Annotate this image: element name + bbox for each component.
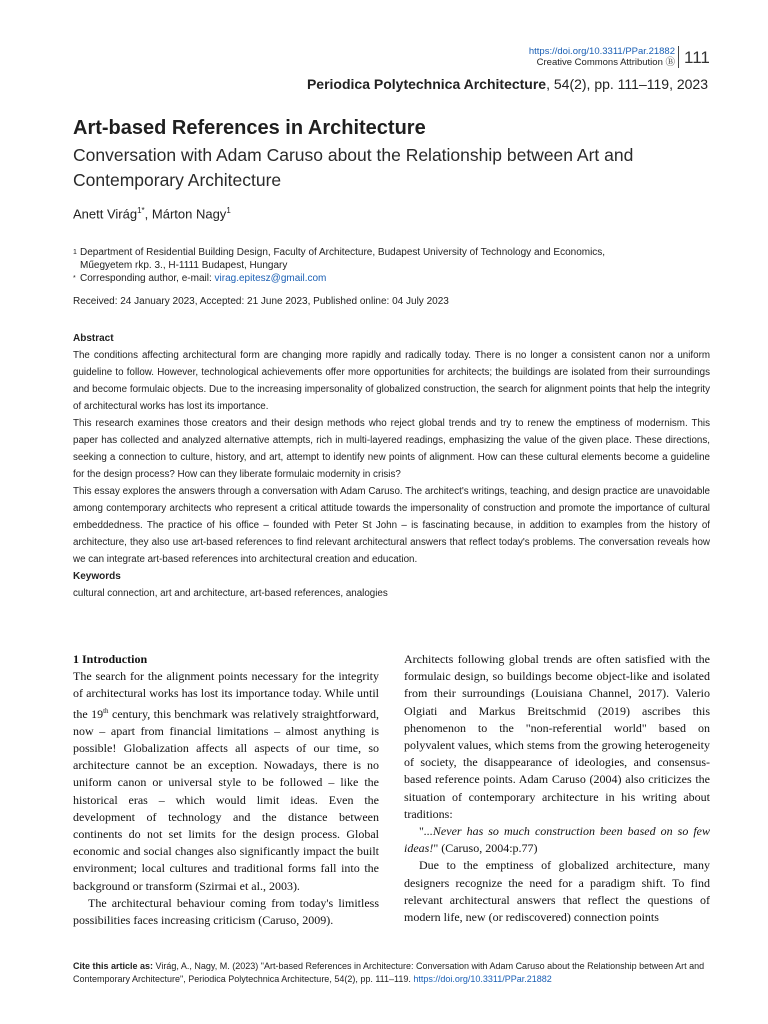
abstract-section bbox=[73, 330, 710, 602]
keywords-heading: Keywords bbox=[73, 571, 121, 582]
abstract-heading: Abstract bbox=[73, 333, 114, 344]
citation-doi-link[interactable]: https://doi.org/10.3311/PPar.21882 bbox=[413, 973, 552, 984]
body-paragraph: The architectural behaviour coming from today's limitless possibilities faces increasing criticism (Caruso, 2009). bbox=[73, 895, 379, 928]
corresponding-author bbox=[73, 272, 683, 285]
license-text: Creative Commons Attribution Ⓑ bbox=[536, 57, 675, 68]
publication-dates: Received: 24 January 2023, Accepted: 21 June 2023, Published online: 04 July 2023 bbox=[73, 296, 449, 307]
journal-name: Periodica Polytechnica Architecture bbox=[306, 76, 547, 92]
journal-issue: , 54(2), pp. 111–119, 2023 bbox=[546, 76, 708, 92]
affiliation bbox=[73, 246, 683, 272]
author-line bbox=[73, 206, 231, 221]
author-2-mark: 1 bbox=[226, 206, 231, 215]
affiliation-mark: 1 bbox=[73, 249, 77, 256]
abstract-paragraph: The conditions affecting architectural form are changing more rapidly and radically today. There is no longer a consistent canon nor a uniform guideline to follow. However, technological achievements offer more opportunities for architects; the buildings are isolated from their surroundings and become formulaic objects. Due to the increasing impersonality of globalized construction, the search for alignment points that help the integrity of architectural works has lost its importance. bbox=[73, 350, 710, 412]
quote-mark: " bbox=[419, 824, 424, 839]
journal-reference bbox=[307, 76, 708, 92]
body-paragraph bbox=[73, 668, 379, 895]
article-subtitle: Conversation with Adam Caruso about the Relationship between Art and Contemporary Architecture bbox=[73, 145, 634, 190]
corresponding-mark: * bbox=[73, 275, 76, 282]
affiliation-line-2: Műegyetem rkp. 3., H-1111 Budapest, Hungary bbox=[80, 260, 288, 271]
citation-text: Virág, A., Nagy, M. (2023) "Art-based References in Architecture: Conversation with Adam Caruso about the Relationship between Art and Contemporary Architecture", Periodica Polytechnica Architecture, 54(2), pp. 111–119. bbox=[73, 961, 705, 984]
affiliation-line-1: Department of Residential Building Design, Faculty of Architecture, Budapest University of Technology and Economics, bbox=[80, 247, 606, 258]
body-column-left bbox=[73, 651, 379, 929]
body-paragraph: Architects following global trends are often satisfied with the formulaic design, so buildings become object-like and isolated from their surroundings (Louisiana Channel, 2017). Valerio Olgiati and Markus Breitschmid (2019) ascribes this phenomenon to the "non-referential world" based on polyvalent values, which stems from the growing heterogeneity of society, the disappearance of ideologies, and consensus-based reference points. Adam Caruso (2004) also criticizes the situation of contemporary architecture in his writing about traditions: bbox=[404, 652, 710, 821]
body-text: century, this benchmark was relatively straightforward, now – apart from financial limitations – almost anything is possible! Globalization affects all aspects of our time, so architecture cannot be an exception. Nowadays, there is no uniform canon or universal style to be followed – like the historical eras – which would limit ideas. Even the development of technology and the distance between continents do not set limits for the design process. Global economic and social changes also significantly impact the built environment; local cultures and traditional forms fall into the background or transform (Szirmai et al., 2003). bbox=[73, 706, 379, 893]
article-title: Art-based References in Architecture bbox=[73, 117, 426, 139]
abstract-paragraph: This research examines those creators and their design methods who reject global trends and try to renew the emptiness of modernism. This paper has collected and analyzed alternative attempts, rich in multi-layered readings, emphasizing the value of the given place. These directions, seeking a connection to culture, history, and art, attempt to identify new points of alignment. How can these cultural elements become a guideline for the design process? How can they liberate formulaic modernity in crisis? bbox=[73, 418, 710, 480]
body-text: The search for the alignment points necessary for the integrity of architectural works has lost its importance today. While until the 19 bbox=[73, 669, 379, 721]
body-paragraph: Due to the emptiness of globalized architecture, many designers recognize the need for a paradigm shift. To find relevant architectural answers that reflect the questions of modern life, new (or rediscovered) connection points bbox=[404, 858, 710, 925]
body-column-right bbox=[404, 651, 710, 926]
quote-text: ...Never has so much construction been based on so few ideas! bbox=[404, 824, 710, 856]
section-heading: 1 Introduction bbox=[73, 652, 148, 666]
doi-license-block bbox=[529, 46, 675, 68]
page-number: 111 bbox=[678, 46, 710, 68]
abstract-paragraph: This essay explores the answers through a conversation with Adam Caruso. The architect's writings, teaching, and design practice are unavoidable among contemporary architects who represent a critical attitude towards the impersonality of construction and promote the importance of cultural embeddedness. The practice of his office – founded with Peter St John – is fascinating because, in addition to examples from the history of architecture, they also use art-based references to find relevant architectural answers that reflect today's problems. The conversation reveals how we can integrate art-based references into architectural creation and education. bbox=[73, 486, 710, 565]
citation-block bbox=[73, 960, 713, 985]
citation-label: Cite this article as: bbox=[73, 961, 154, 971]
author-separator: , bbox=[144, 206, 152, 222]
superscript: th bbox=[103, 706, 109, 715]
author-1: Anett Virág bbox=[73, 206, 138, 222]
quote-citation: " (Caruso, 2004:p.77) bbox=[433, 841, 538, 856]
keywords-list: cultural connection, art and architecture, art-based references, analogies bbox=[73, 588, 388, 599]
author-2: Márton Nagy bbox=[151, 206, 227, 222]
quote-paragraph bbox=[404, 823, 710, 857]
email-link[interactable]: virag.epitesz@gmail.com bbox=[214, 273, 327, 284]
author-1-mark: 1* bbox=[137, 206, 145, 215]
corresponding-text: Corresponding author, e-mail: bbox=[80, 273, 215, 284]
doi-link[interactable]: https://doi.org/10.3311/PPar.21882 bbox=[528, 46, 675, 57]
